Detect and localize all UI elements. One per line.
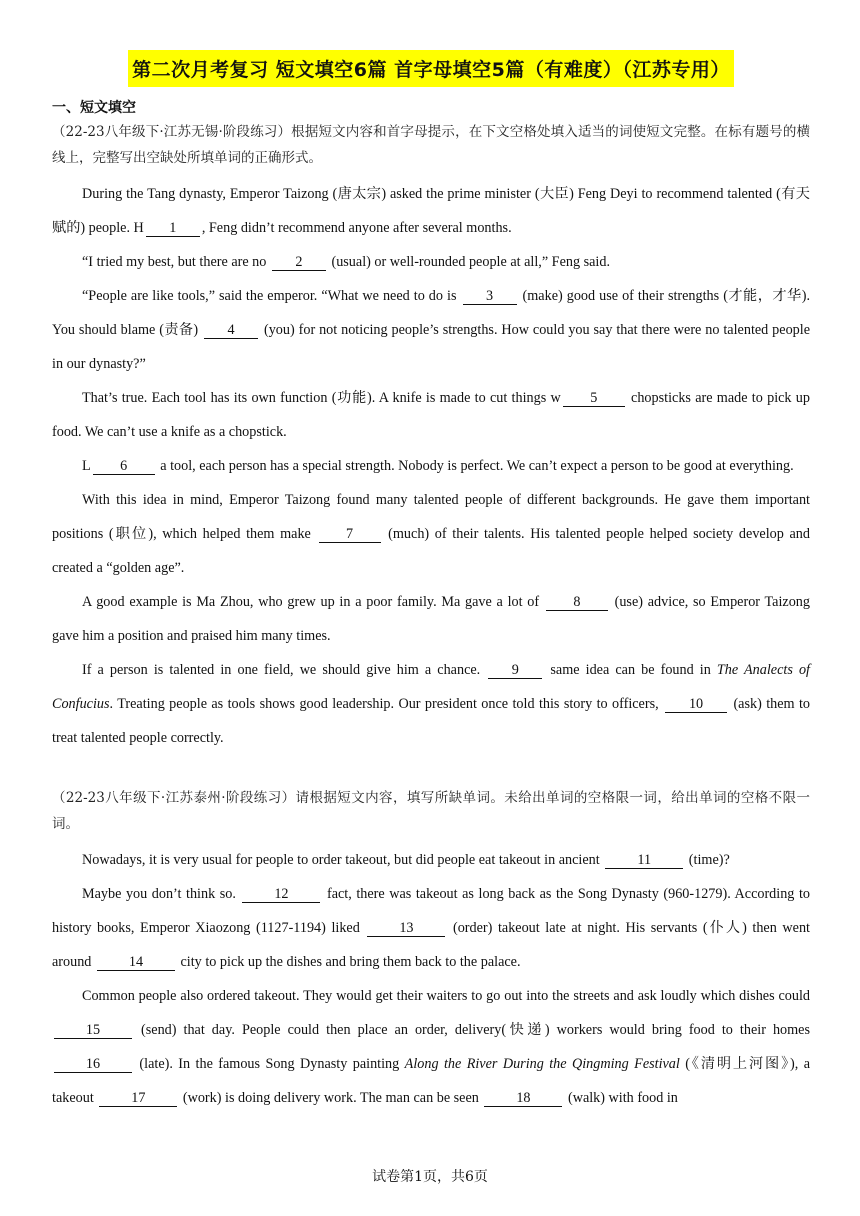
passage1-para-8 [52,653,810,755]
blank-2[interactable]: 2 [272,254,326,271]
passage2-para-3 [52,979,810,1115]
passage1-para-3 [52,279,810,381]
text: (usual) or well-rounded people at all,” Feng said. [327,254,611,270]
text: (make) good use of their strengths (才能，才华). You should blame (责备) [52,288,810,338]
blank-17[interactable]: 17 [99,1090,177,1107]
blank-1[interactable]: 1 [146,220,200,237]
text: (walk) with food in [564,1090,678,1106]
text: During the Tang dynasty, Emperor Taizong (唐太宗) asked the prime minister (大臣) Feng Deyi to recommend talented (有天赋的) people. H [52,186,810,236]
text: “People are like tools,” said the emperor. “What we need to do is [82,288,461,304]
section-heading: 一、短文填空 [52,100,136,116]
page-footer: 试卷第1页，共6页 [372,1169,488,1185]
blank-5[interactable]: 5 [563,390,625,407]
passage2-intro: （22-23八年级下·江苏泰州·阶段练习）请根据短文内容，填写所缺单词。未给出单词的空格限一词，给出单词的空格不限一词。 [52,790,810,832]
blank-8[interactable]: 8 [546,594,608,611]
text: (late). In the famous Song Dynasty painting [134,1056,405,1072]
text: (use) advice, so Emperor Taizong gave him a position and praised him many times. [52,594,810,644]
passage1-intro: （22-23八年级下·江苏无锡·阶段练习）根据短文内容和首字母提示，在下文空格处填入适当的词使短文完整。在标有题号的横线上，完整写出空缺处所填单词的正确形式。 [52,124,810,166]
text: a tool, each person has a special strength. Nobody is perfect. We can’t expect a person to be good at everything. [156,458,794,474]
blank-16[interactable]: 16 [54,1056,132,1073]
blank-12[interactable]: 12 [242,886,320,903]
text: same idea can be found in [544,662,717,678]
blank-7[interactable]: 7 [319,526,381,543]
blank-15[interactable]: 15 [54,1022,132,1039]
passage2-para-1 [52,843,810,877]
passage1-para-7 [52,585,810,653]
text: fact, there was takeout as long back as the Song Dynasty (960-1279). According to history books, Emperor Xiaozong (1127-1194) liked [52,886,810,936]
blank-6[interactable]: 6 [93,458,155,475]
text: A good example is Ma Zhou, who grew up in a poor family. Ma gave a lot of [82,594,544,610]
text: If a person is talented in one field, we should give him a chance. [82,662,487,678]
blank-13[interactable]: 13 [367,920,445,937]
book-title: The Analects of Confucius [52,662,810,712]
text: , Feng didn’t recommend anyone after several months. [201,220,512,236]
text: Maybe you don’t think so. [82,886,241,902]
page [52,50,810,1115]
text: With this idea in mind, Emperor Taizong found many talented people of different backgrounds. He gave them important positions (职位), which helped them make [52,492,810,542]
blank-3[interactable]: 3 [463,288,517,305]
painting-title: Along the River During the Qingming Festival [404,1056,680,1072]
text: . Treating people as tools shows good leadership. Our president once told this story to officers, [109,696,664,712]
text: “I tried my best, but there are no [82,254,270,270]
blank-10[interactable]: 10 [665,696,727,713]
passage1-para-4 [52,381,810,449]
text: (order) takeout late at night. His servants (仆人) then went around [52,920,810,970]
text: city to pick up the dishes and bring them back to the palace. [176,954,521,970]
page-title: 第二次月考复习 短文填空6篇 首字母填空5篇（有难度）（江苏专用） [128,50,734,87]
text: (send) that day. People could then place an order, delivery(快递) workers would bring food to their homes [134,1022,810,1038]
title-wrap [52,50,810,87]
text: (much) of their talents. His talented people helped society develop and created a “golden age”. [52,526,810,576]
text: (《清明上河图》), a takeout [52,1056,811,1106]
text: (time)? [685,852,730,868]
text: Nowadays, it is very usual for people to order takeout, but did people eat takeout in ancient [82,852,604,868]
blank-9[interactable]: 9 [488,662,542,679]
passage2-para-2 [52,877,810,979]
blank-18[interactable]: 18 [484,1090,562,1107]
text: (work) is doing delivery work. The man can be seen [179,1090,483,1106]
passage1-para-6 [52,483,810,585]
text: chopsticks are made to pick up food. We can’t use a knife as a chopstick. [52,390,810,440]
passage1-para-1 [52,177,810,245]
blank-4[interactable]: 4 [204,322,258,339]
passage1-para-5 [52,449,810,483]
text: L [82,458,91,474]
text: That’s true. Each tool has its own function (功能). A knife is made to cut things w [82,390,561,406]
blank-11[interactable]: 11 [605,852,683,869]
blank-14[interactable]: 14 [97,954,175,971]
text: (you) for not noticing people’s strengths. How could you say that there were no talented people in our dynasty?” [52,322,810,372]
text: (ask) them to treat talented people correctly. [52,696,810,746]
text: Common people also ordered takeout. They would get their waiters to go out into the streets and ask loudly which dishes could [82,988,810,1004]
spacer [52,755,810,785]
passage1-para-2 [52,245,810,279]
